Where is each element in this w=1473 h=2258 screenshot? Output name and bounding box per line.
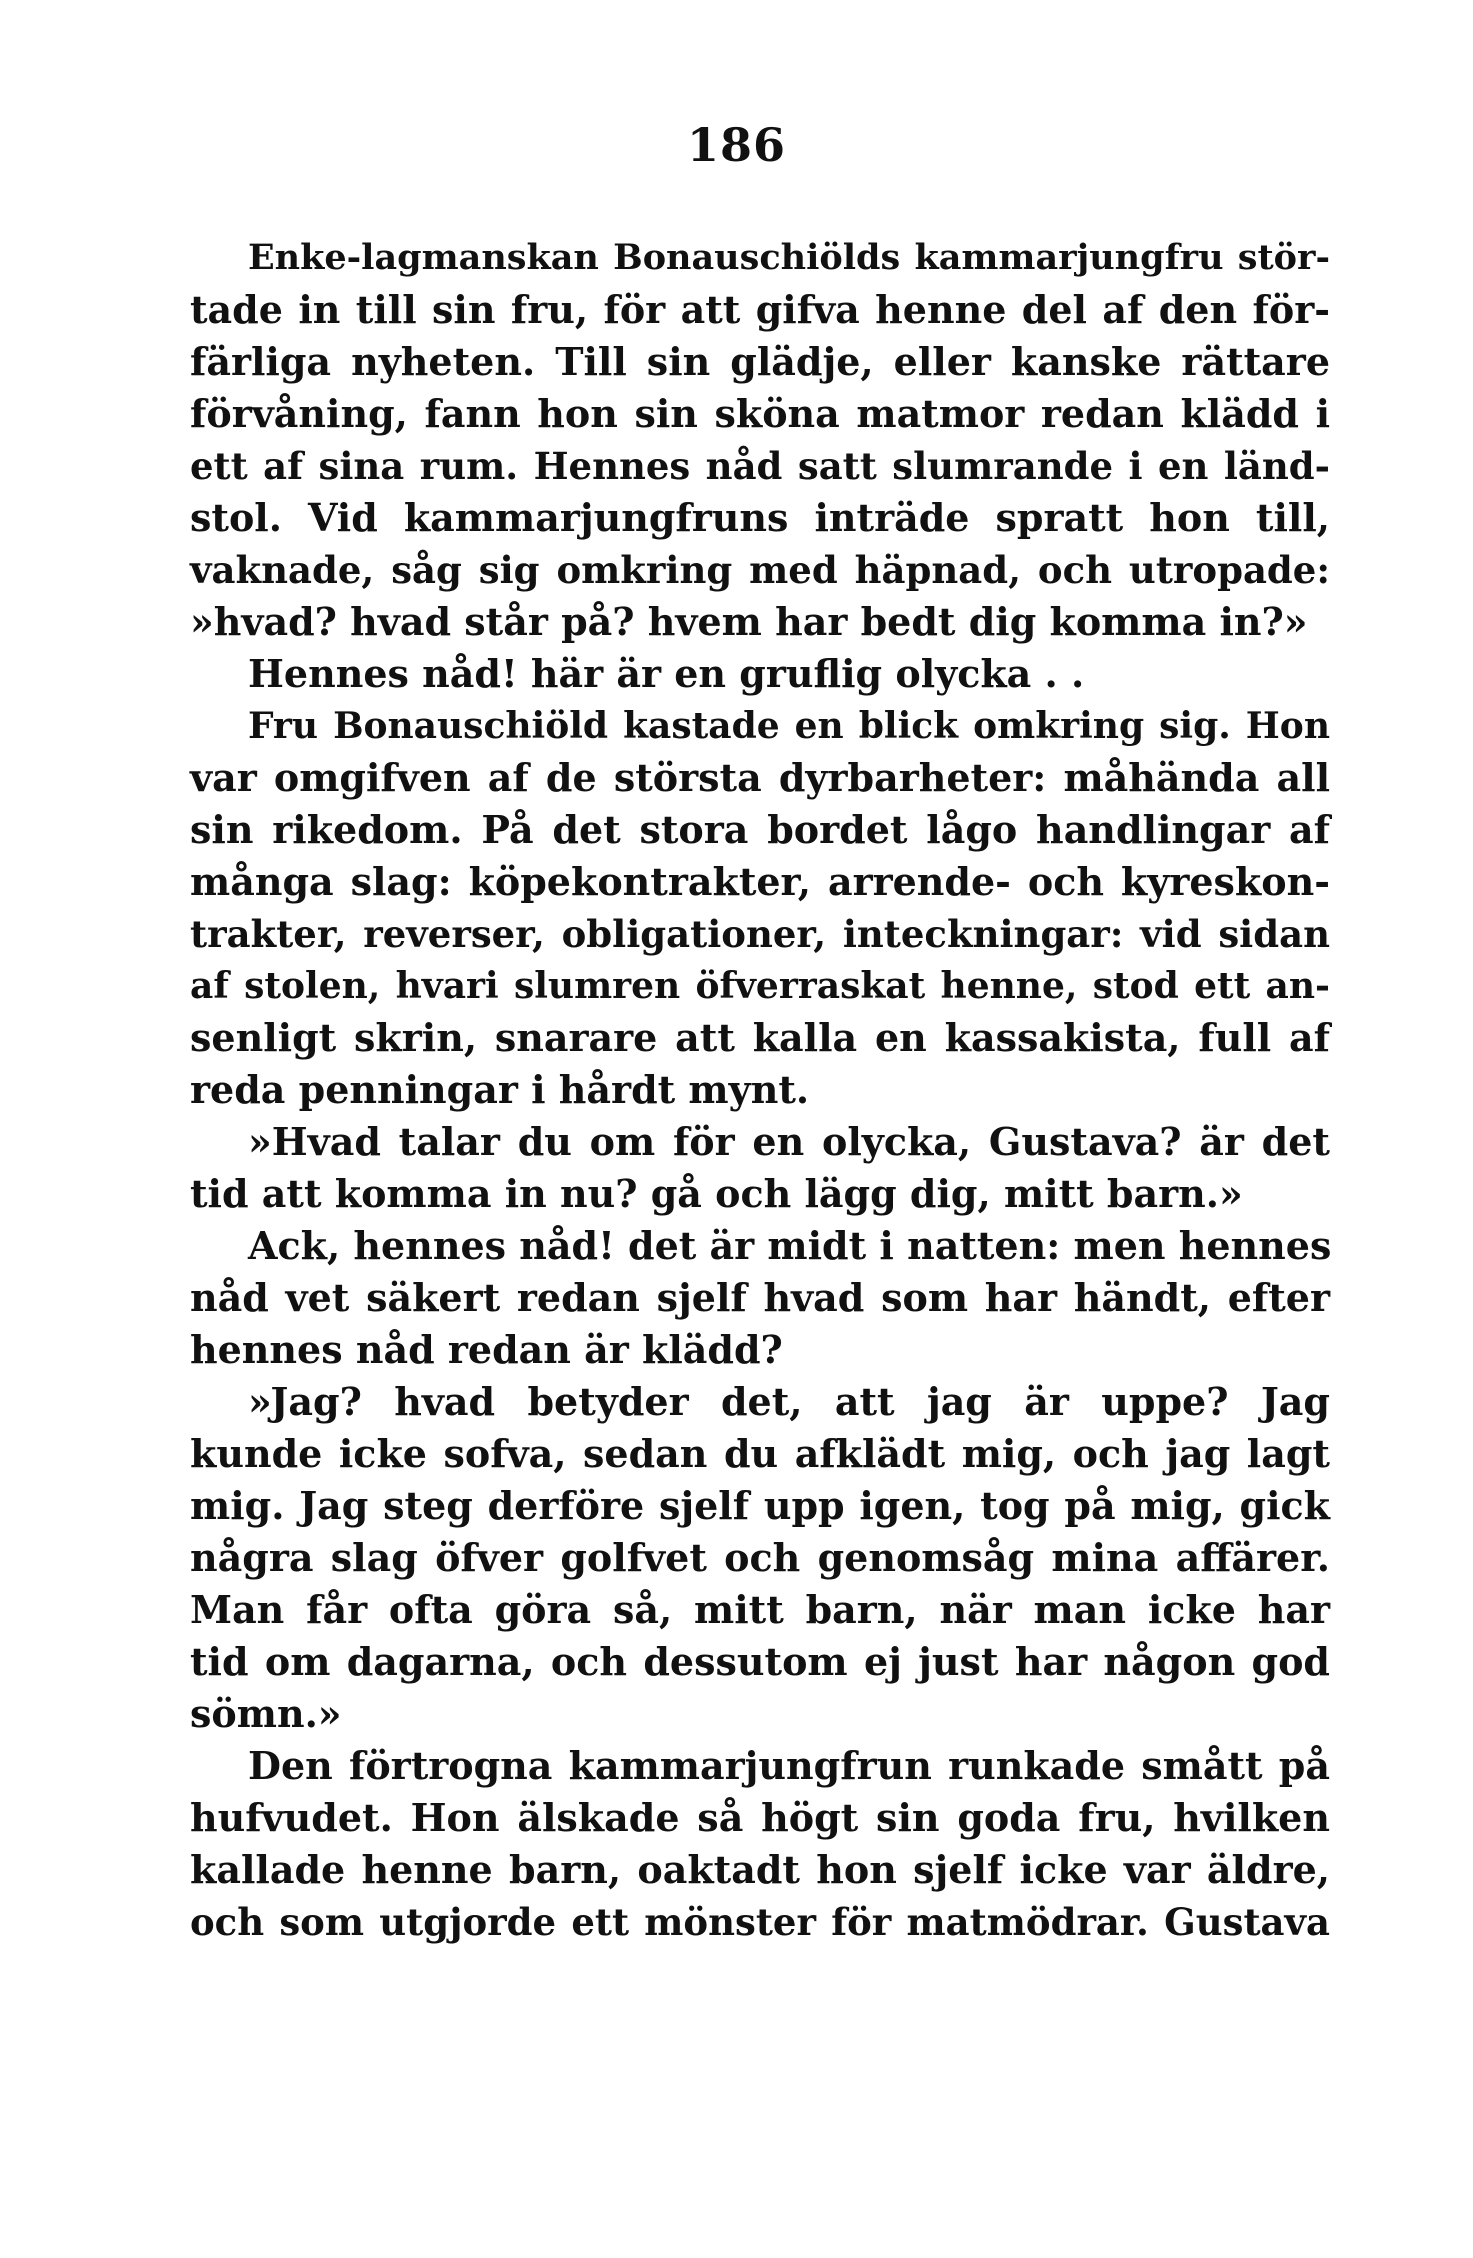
- text-line: Enke-lagmanskan Bonauschiölds kammarjungfru stör-: [248, 237, 1330, 278]
- text-line: många slag: köpekontrakter, arrende- och kyreskon-: [190, 859, 1330, 904]
- text-line: hennes nåd redan är klädd?: [190, 1327, 783, 1372]
- text-line: Den förtrogna kammarjungfrun runkade smått på: [248, 1743, 1330, 1788]
- text-line: stol. Vid kammarjungfruns inträde spratt hon till,: [190, 495, 1330, 540]
- text-line: några slag öfver golfvet och genomsåg mina affärer.: [190, 1535, 1330, 1580]
- text-line: ett af sina rum. Hennes nåd satt slumrande i en länd-: [190, 444, 1330, 488]
- body-text: [190, 232, 1330, 1948]
- text-line: tade in till sin fru, för att gifva henne del af den för-: [190, 287, 1330, 332]
- text-line: kunde icke sofva, sedan du afklädt mig, och jag lagt: [190, 1431, 1330, 1476]
- text-line: af stolen, hvari slumren öfverraskat henne, stod ett an-: [190, 965, 1330, 1007]
- text-line: »Jag? hvad betyder det, att jag är uppe? Jag: [248, 1379, 1330, 1424]
- text-line: Fru Bonauschiöld kastade en blick omkring sig. Hon: [248, 705, 1330, 747]
- text-line: sin rikedom. På det stora bordet lågo handlingar af: [190, 807, 1330, 852]
- page-number: 186: [686, 118, 787, 172]
- text-line: och som utgjorde ett mönster för matmödrar. Gustava: [190, 1900, 1330, 1944]
- text-line: »Hvad talar du om för en olycka, Gustava? är det: [248, 1119, 1330, 1164]
- text-line: Hennes nåd! här är en gruflig olycka . .: [248, 651, 1085, 696]
- text-line: reda penningar i hårdt mynt.: [190, 1067, 810, 1112]
- text-line: trakter, reverser, obligationer, inteckningar: vid sidan: [190, 912, 1330, 956]
- text-line: förvåning, fann hon sin sköna matmor redan klädd i: [190, 391, 1330, 436]
- text-line: vaknade, såg sig omkring med häpnad, och utropade:: [190, 548, 1330, 592]
- text-line: hufvudet. Hon älskade så högt sin goda fru, hvilken: [190, 1795, 1330, 1840]
- text-line: Ack, hennes nåd! det är midt i natten: men hennes: [248, 1223, 1332, 1268]
- text-line: tid om dagarna, och dessutom ej just har någon god: [190, 1639, 1330, 1684]
- text-line: färliga nyheten. Till sin glädje, eller kanske rättare: [190, 339, 1330, 384]
- text-line: mig. Jag steg derföre sjelf upp igen, tog på mig, gick: [190, 1483, 1330, 1528]
- text-line: kallade henne barn, oaktadt hon sjelf icke var äldre,: [190, 1847, 1330, 1892]
- text-line: Man får ofta göra så, mitt barn, när man icke har: [190, 1587, 1330, 1632]
- text-line: tid att komma in nu? gå och lägg dig, mitt barn.»: [190, 1171, 1243, 1216]
- text-line: »hvad? hvad står på? hvem har bedt dig komma in?»: [190, 599, 1308, 644]
- text-line: nåd vet säkert redan sjelf hvad som har händt, efter: [190, 1275, 1330, 1320]
- text-line: senligt skrin, snarare att kalla en kassakista, full af: [190, 1015, 1330, 1060]
- text-line: var omgifven af de största dyrbarheter: måhända all: [190, 755, 1330, 800]
- text-line: sömn.»: [190, 1691, 342, 1736]
